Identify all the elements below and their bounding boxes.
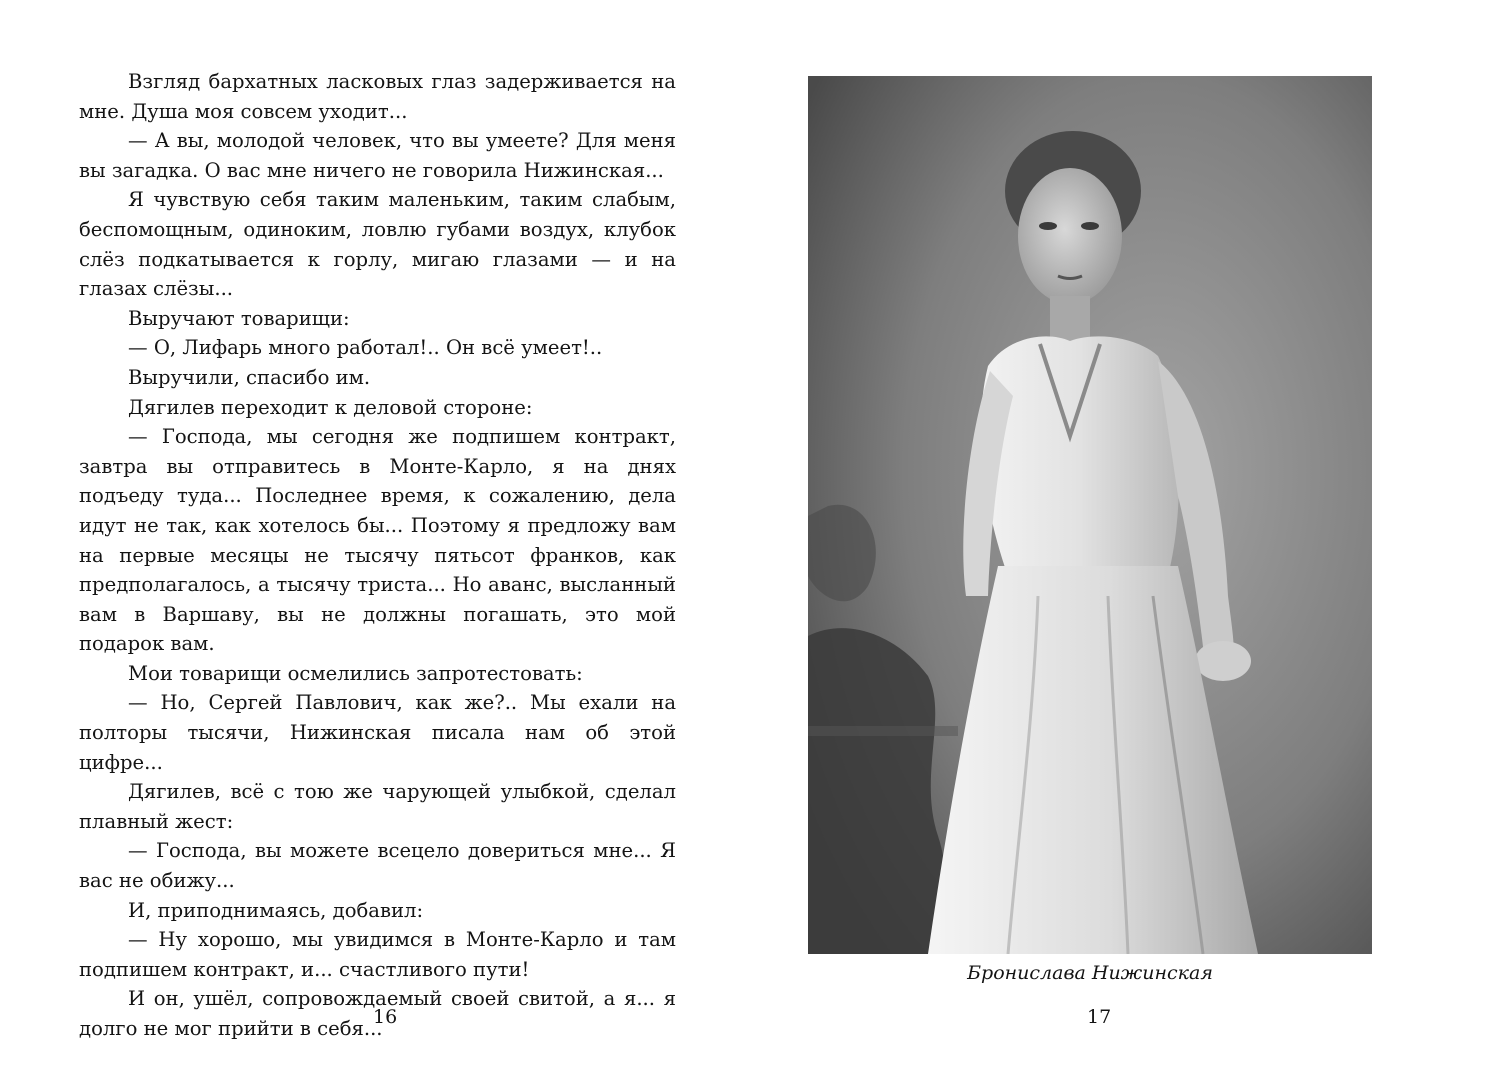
- paragraph: Взгляд бархатных ласковых глаз задерживается на мне. Душа моя совсем уходит...: [79, 70, 676, 123]
- paragraph: Мои товарищи осмелились запротестовать:: [128, 661, 583, 685]
- paragraph: — О, Лифарь много работал!.. Он всё умеет!..: [128, 336, 603, 360]
- paragraph: Выручили, спасибо им.: [128, 365, 371, 389]
- paragraph: Я чувствую себя таким маленьким, таким слабым, беспомощным, одиноким, ловлю губами воздух, клубок слёз подкатывается к горлу, мигаю глазами — и на глазах слёзы...: [79, 188, 676, 301]
- paragraph: Дягилев, всё с тою же чарующей улыбкой, сделал плавный жест:: [79, 780, 676, 833]
- portrait-photo: [808, 76, 1372, 954]
- portrait-illustration: [808, 76, 1372, 954]
- paragraph: — Ну хорошо, мы увидимся в Монте-Карло и там подпишем контракт, и... счастливого пути!: [79, 928, 676, 981]
- paragraph: И, приподнимаясь, добавил:: [128, 898, 424, 922]
- left-page-text: [79, 67, 676, 1044]
- paragraph: — Но, Сергей Павлович, как же?.. Мы ехали на полторы тысячи, Нижинская писала нам об этой цифре...: [79, 691, 676, 774]
- paragraph: Выручают товарищи:: [128, 306, 350, 330]
- paragraph: — Господа, вы можете всецело довериться мне... Я вас не обижу...: [79, 839, 676, 893]
- paragraph: — Господа, мы сегодня же подпишем контракт, завтра вы отправитесь в Монте-Карло, я на днях подъеду туда... Последнее время, к сожалению, дела идут не так, как хотелось бы... Поэтому я предложу вам на первые месяцы не тысячу пятьсот франков, как предполагалось, а тысячу триста... Но аванс, высланный вам в Варшаву, вы не должны погашать, это мой подарок вам.: [79, 425, 676, 656]
- paragraph: Дягилев переходит к деловой стороне:: [128, 395, 533, 419]
- photo-caption: Бронислава Нижинская: [967, 962, 1213, 984]
- page-number-left: 16: [373, 1006, 398, 1028]
- paragraph: — А вы, молодой человек, что вы умеете? Для меня вы загадка. О вас мне ничего не говорила Нижинская...: [79, 129, 676, 182]
- page-number-right: 17: [1087, 1006, 1112, 1028]
- paragraph: И он, ушёл, сопровождаемый своей свитой, а я... я долго не мог прийти в себя...: [79, 987, 676, 1040]
